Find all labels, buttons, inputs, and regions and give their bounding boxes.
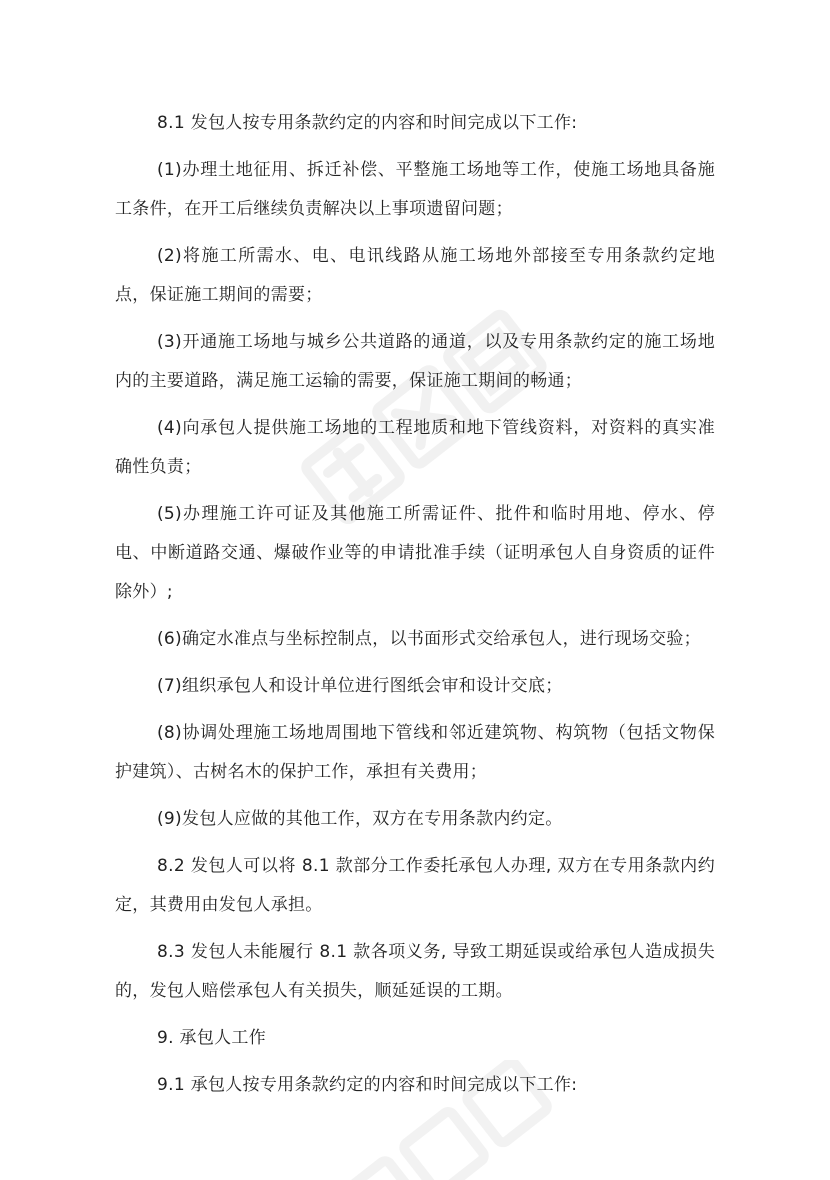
clause-8-3: 8.3 发包人未能履行 8.1 款各项义务, 导致工期延误或给承包人造成损失的，发包人赔偿承包人有关损失，顺延延误的工期。 [115,942,715,1001]
clause-8-1-item-8: (8)协调处理施工场地周围地下管线和邻近建筑物、构筑物（包括文物保护建筑）、古树名木的保护工作，承担有关费用； [115,723,715,782]
clause-8-2: 8.2 发包人可以将 8.1 款部分工作委托承包人办理, 双方在专用条款内约定，其费用由发包人承担。 [115,856,715,915]
clause-8-1-item-6: (6)确定水准点与坐标控制点，以书面形式交给承包人，进行现场交验； [157,629,701,649]
clause-9-1: 9.1 承包人按专用条款约定的内容和时间完成以下工作: [157,1075,578,1095]
clause-8-1-item-9: (9)发包人应做的其他工作，双方在专用条款内约定。 [157,809,563,829]
clause-8-1-item-2: (2)将施工所需水、电、电讯线路从施工场地外部接至专用条款约定地点，保证施工期间的需要； [115,246,715,305]
clause-8-1-item-5: (5)办理施工许可证及其他施工所需证件、批件和临时用地、停水、停电、中断道路交通、爆破作业等的申请批准手续（证明承包人自身资质的证件除外）; [115,504,715,602]
clause-8-1: 8.1 发包人按专用条款约定的内容和时间完成以下工作: [157,113,578,133]
clause-8-1-item-7: (7)组织承包人和设计单位进行图纸会审和设计交底； [157,676,563,696]
clause-8-1-item-1: (1)办理土地征用、拆迁补偿、平整施工场地等工作，使施工场地具备施工条件，在开工后继续负责解决以上事项遗留问题； [115,160,715,219]
clause-8-1-item-3: (3)开通施工场地与城乡公共道路的通道，以及专用条款约定的施工场地内的主要道路，满足施工运输的需要，保证施工期间的畅通； [115,332,715,391]
section-9-heading: 9. 承包人工作 [157,1028,267,1048]
document-page [115,104,715,1113]
clause-8-1-item-4: (4)向承包人提供施工场地的工程地质和地下管线资料，对资料的真实准确性负责； [115,418,715,477]
